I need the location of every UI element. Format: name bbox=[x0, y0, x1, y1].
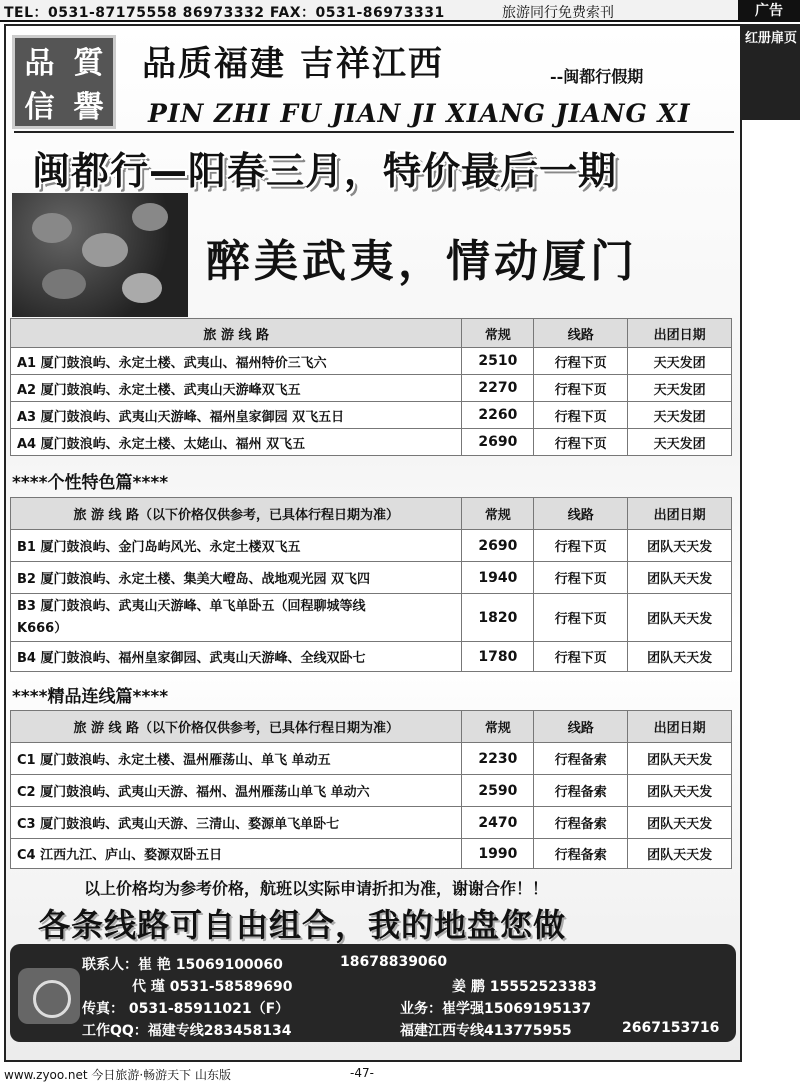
col-date: 出团日期 bbox=[628, 319, 732, 348]
route-cell: A1 厦门鼓浪屿、永定土楼、武夷山、福州特价三飞六 bbox=[11, 348, 462, 375]
col-line: 线路 bbox=[534, 319, 628, 348]
contact-person-1: 联系人：崔 艳 15069100060 bbox=[82, 957, 283, 973]
price-note: 以上价格均为参考价格，航班以实际申请折扣为准，谢谢合作！！ bbox=[84, 879, 549, 898]
price-cell: 2690 bbox=[462, 530, 534, 562]
route-cell: C3 厦门鼓浪屿、武夷山天游、三清山、婺源单飞单卧七 bbox=[11, 807, 462, 839]
table-header bbox=[11, 498, 732, 530]
promo-banner: 闽都行—阳春三月，特价最后一期 bbox=[32, 149, 618, 193]
price-cell: 1940 bbox=[462, 562, 534, 594]
table-row[interactable] bbox=[11, 348, 732, 375]
col-price: 常规 bbox=[462, 711, 534, 743]
divider bbox=[14, 131, 734, 133]
price-cell: 2590 bbox=[462, 775, 534, 807]
price-cell: 2270 bbox=[462, 375, 534, 402]
line-cell: 行程备索 bbox=[534, 839, 628, 869]
line-cell: 行程下页 bbox=[534, 562, 628, 594]
flower-photo bbox=[12, 193, 188, 317]
line-cell: 行程下页 bbox=[534, 642, 628, 672]
route-cell: C4 江西九江、庐山、婺源双卧五日 bbox=[11, 839, 462, 869]
date-cell: 天天发团 bbox=[628, 402, 732, 429]
date-cell: 团队天天发 bbox=[628, 642, 732, 672]
top-bar bbox=[0, 0, 800, 22]
contact-line: TEL：0531-87175558 86973332 FAX：0531-86973331 bbox=[4, 5, 445, 21]
date-cell: 团队天天发 bbox=[628, 530, 732, 562]
table-row[interactable] bbox=[11, 375, 732, 402]
table-row[interactable] bbox=[11, 642, 732, 672]
date-cell: 天天发团 bbox=[628, 375, 732, 402]
route-cell: B4 厦门鼓浪屿、福州皇家御园、武夷山天游峰、全线双卧七 bbox=[11, 642, 462, 672]
col-date: 出团日期 bbox=[628, 711, 732, 743]
col-line: 线路 bbox=[534, 711, 628, 743]
table-row[interactable] bbox=[11, 562, 732, 594]
route-cell: A2 厦门鼓浪屿、永定土楼、武夷山天游峰双飞五 bbox=[11, 375, 462, 402]
ad-label: 广告 bbox=[738, 0, 800, 22]
line-cell: 行程备索 bbox=[534, 775, 628, 807]
col-price: 常规 bbox=[462, 319, 534, 348]
col-line: 线路 bbox=[534, 498, 628, 530]
route-cell: A3 厦门鼓浪屿、武夷山天游峰、福州皇家御园 双飞五日 bbox=[11, 402, 462, 429]
logo-char: 質 bbox=[73, 46, 104, 81]
route-cell bbox=[11, 594, 462, 642]
line-cell: 行程下页 bbox=[534, 429, 628, 456]
route-line: B3 厦门鼓浪屿、武夷山天游峰、单飞单卧五（回程聊城等线 bbox=[17, 598, 366, 614]
table-row[interactable] bbox=[11, 743, 732, 775]
route-table-a bbox=[10, 318, 732, 456]
line-cell: 行程备索 bbox=[534, 807, 628, 839]
telephone-icon bbox=[18, 968, 80, 1024]
table-row[interactable] bbox=[11, 429, 732, 456]
col-route: 旅 游 线 路 bbox=[11, 319, 462, 348]
date-cell: 团队天天发 bbox=[628, 775, 732, 807]
line-cell: 行程下页 bbox=[534, 402, 628, 429]
contact-person-3: 姜 鹏 15552523383 bbox=[452, 979, 597, 995]
line-cell: 行程下页 bbox=[534, 348, 628, 375]
date-cell: 天天发团 bbox=[628, 429, 732, 456]
fax-number: 传真： 0531-85911021（F） bbox=[82, 1001, 290, 1017]
line-cell: 行程下页 bbox=[534, 375, 628, 402]
route-cell: C1 厦门鼓浪屿、永定土楼、温州雁荡山、单飞 单动五 bbox=[11, 743, 462, 775]
col-route: 旅 游 线 路（以下价格仅供参考，已具体行程日期为准） bbox=[11, 711, 462, 743]
price-cell: 2510 bbox=[462, 348, 534, 375]
col-date: 出团日期 bbox=[628, 498, 732, 530]
route-table-c bbox=[10, 710, 732, 869]
page-footer bbox=[0, 1064, 800, 1082]
table-row[interactable] bbox=[11, 775, 732, 807]
headline-subtitle: --闽都行假期 bbox=[550, 67, 644, 86]
table-header bbox=[11, 711, 732, 743]
contact-person-2: 代 瑾 0531-58589690 bbox=[132, 979, 293, 995]
qq-fujian: 工作QQ：福建专线283458134 bbox=[82, 1023, 292, 1039]
date-cell: 团队天天发 bbox=[628, 743, 732, 775]
route-line: K666） bbox=[17, 620, 68, 636]
table-row[interactable] bbox=[11, 839, 732, 869]
route-cell: C2 厦门鼓浪屿、武夷山天游、福州、温州雁荡山单飞 单动六 bbox=[11, 775, 462, 807]
section-heading-c: ****精品连线篇**** bbox=[12, 687, 169, 707]
route-cell: A4 厦门鼓浪屿、永定土楼、太姥山、福州 双飞五 bbox=[11, 429, 462, 456]
footer-site[interactable]: www.zyoo.net 今日旅游·畅游天下 山东版 bbox=[4, 1068, 231, 1082]
date-cell: 团队天天发 bbox=[628, 562, 732, 594]
slogan: 醉美武夷，情动厦门 bbox=[206, 236, 638, 287]
logo-char: 品 bbox=[24, 46, 55, 81]
logo-char: 譽 bbox=[73, 90, 104, 125]
section-tab[interactable]: 红册扉页 bbox=[742, 24, 800, 120]
route-cell: B1 厦门鼓浪屿、金门岛屿风光、永定土楼双飞五 bbox=[11, 530, 462, 562]
date-cell: 天天发团 bbox=[628, 348, 732, 375]
price-cell: 1820 bbox=[462, 594, 534, 642]
table-row[interactable] bbox=[11, 594, 732, 642]
price-cell: 1780 bbox=[462, 642, 534, 672]
contact-panel bbox=[10, 944, 736, 1042]
line-cell: 行程下页 bbox=[534, 594, 628, 642]
date-cell: 团队天天发 bbox=[628, 839, 732, 869]
qq-extra: 2667153716 bbox=[622, 1020, 720, 1036]
pinyin-title: PIN ZHI FU JIAN JI XIANG JIANG XI bbox=[148, 99, 691, 128]
date-cell: 团队天天发 bbox=[628, 807, 732, 839]
price-cell: 1990 bbox=[462, 839, 534, 869]
headline: 品质福建 吉祥江西 bbox=[142, 44, 444, 84]
price-cell: 2260 bbox=[462, 402, 534, 429]
table-header bbox=[11, 319, 732, 348]
table-row[interactable] bbox=[11, 807, 732, 839]
price-cell: 2230 bbox=[462, 743, 534, 775]
contact-mobile-1b: 18678839060 bbox=[340, 954, 448, 970]
route-cell: B2 厦门鼓浪屿、永定土楼、集美大嶝岛、战地观光园 双飞四 bbox=[11, 562, 462, 594]
route-table-b bbox=[10, 497, 732, 672]
price-cell: 2470 bbox=[462, 807, 534, 839]
quality-logo bbox=[12, 35, 116, 129]
table-row[interactable] bbox=[11, 402, 732, 429]
line-cell: 行程下页 bbox=[534, 530, 628, 562]
business-contact: 业务：崔学强15069195137 bbox=[400, 1001, 592, 1017]
combo-slogan: 各条线路可自由组合，我的地盘您做 bbox=[38, 906, 567, 944]
qq-fujian-jiangxi: 福建江西专线413775955 bbox=[400, 1023, 572, 1039]
date-cell: 团队天天发 bbox=[628, 594, 732, 642]
table-row[interactable] bbox=[11, 530, 732, 562]
col-price: 常规 bbox=[462, 498, 534, 530]
price-cell: 2690 bbox=[462, 429, 534, 456]
line-cell: 行程备索 bbox=[534, 743, 628, 775]
col-route: 旅 游 线 路（以下价格仅供参考，已具体行程日期为准） bbox=[11, 498, 462, 530]
publication-note: 旅游同行免费索刊 bbox=[502, 5, 614, 21]
page-number: -47- bbox=[350, 1066, 374, 1080]
section-heading-b: ****个性特色篇**** bbox=[12, 473, 169, 493]
logo-char: 信 bbox=[24, 90, 55, 125]
